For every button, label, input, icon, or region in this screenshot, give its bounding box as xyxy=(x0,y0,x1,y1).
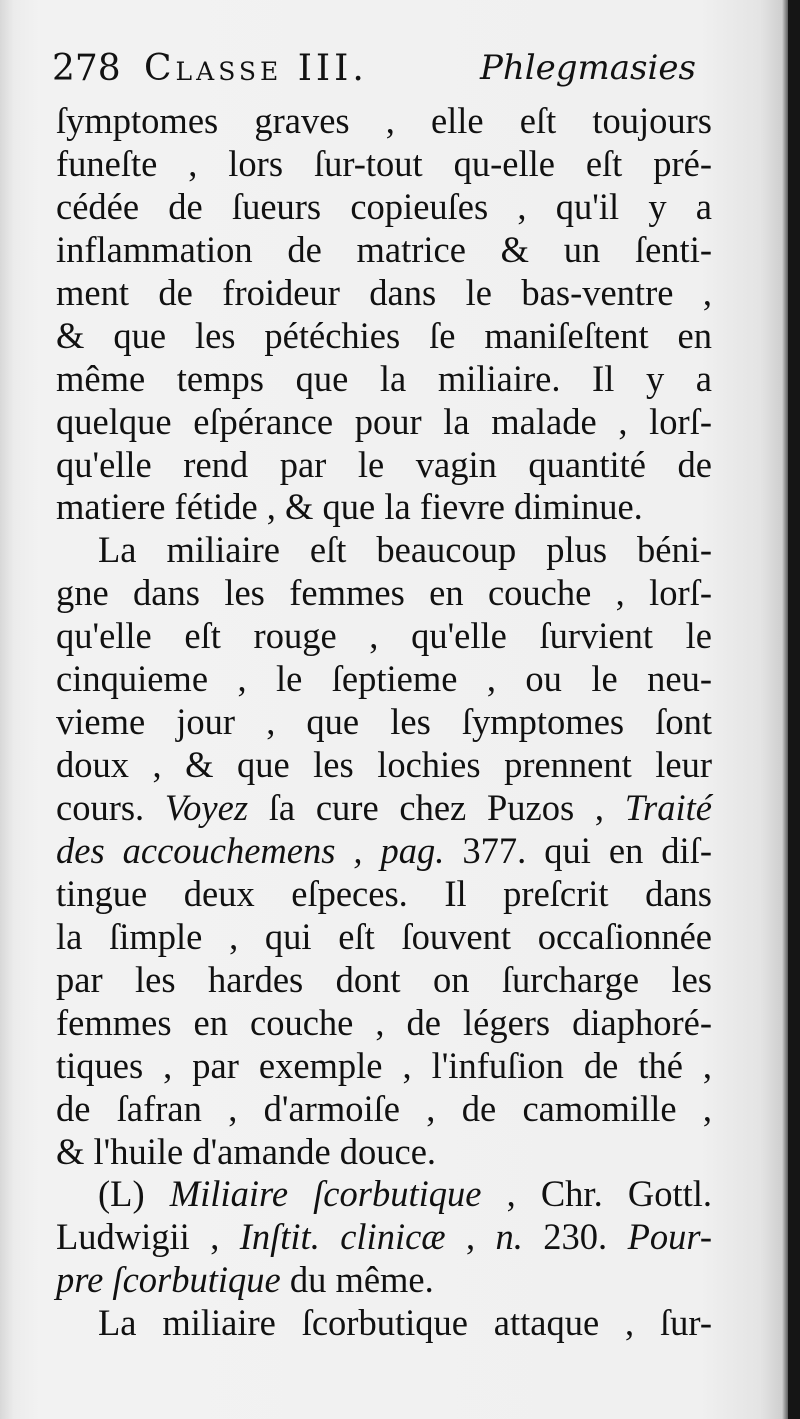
line-segment: (L) xyxy=(98,1173,170,1215)
text-line: de ſafran , d'armoiſe , de camomille , xyxy=(56,1087,712,1129)
section-title: Classe III. xyxy=(144,48,368,89)
page-header xyxy=(52,40,752,100)
text-line: gne dans les femmes en couche , lorſ- xyxy=(56,572,712,614)
body-text xyxy=(56,100,712,1345)
text-line: cinquieme , le ſeptieme , ou le neu- xyxy=(56,658,712,700)
italic-segment: Miliaire ſcorbutique xyxy=(169,1173,482,1215)
line-segment: 230. xyxy=(522,1216,628,1258)
text-line: même temps que la miliaire. Il y a xyxy=(56,357,712,399)
text-line: & l'huile d'amande douce. xyxy=(56,1130,437,1172)
page-edge-shadow xyxy=(788,0,800,1419)
text-line xyxy=(56,1173,712,1216)
text-line: cédée de ſueurs copieuſes , qu'il y a xyxy=(56,185,712,227)
text-line: inflammation de matrice & un ſenti- xyxy=(56,228,712,270)
running-title: Phlegmasies xyxy=(480,48,696,88)
text-line: vieme jour , que les ſymptomes ſont xyxy=(56,701,712,743)
text-line xyxy=(56,1259,712,1302)
line-segment: 377. qui en diſ- xyxy=(444,829,712,871)
text-line: doux , & que les lochies prennent leur xyxy=(56,744,712,786)
line-segment: , Chr. Gottl. xyxy=(481,1173,712,1215)
line-segment: ſa cure chez Puzos , xyxy=(248,787,625,828)
italic-segment: Inſtit. clinicæ xyxy=(239,1216,446,1258)
italic-segment: pre ſcorbutique xyxy=(56,1259,281,1301)
line-segment: du même. xyxy=(280,1259,434,1301)
text-line xyxy=(56,830,712,873)
text-line: ſymptomes graves , elle eſt toujours xyxy=(56,100,712,141)
text-line xyxy=(56,1216,712,1259)
text-line: matiere fétide , & que la fievre diminue. xyxy=(56,486,643,528)
italic-segment: Voyez xyxy=(164,787,249,828)
italic-segment: Traité xyxy=(624,787,712,828)
text-line: la ſimple , qui eſt ſouvent occaſionnée xyxy=(56,915,712,957)
text-line xyxy=(56,787,712,830)
text-line: par les hardes dont on ſurcharge les xyxy=(56,958,712,1000)
italic-segment: des accouchemens , pag. xyxy=(56,829,445,871)
italic-segment: n. xyxy=(495,1216,523,1258)
text-line: ment de froideur dans le bas-ventre , xyxy=(56,271,712,313)
text-line: femmes en couche , de légers diaphoré- xyxy=(56,1001,712,1043)
text-line: La miliaire eſt beaucoup plus béni- xyxy=(98,529,712,571)
text-line: & que les pétéchies ſe maniſeſtent en xyxy=(56,314,712,356)
line-segment: , xyxy=(445,1216,496,1258)
text-line: tiques , par exemple , l'infuſion de thé , xyxy=(56,1044,712,1086)
italic-segment: Pour- xyxy=(627,1216,713,1258)
text-line: La miliaire ſcorbutique attaque , ſur- xyxy=(98,1302,712,1344)
page-number: 278 xyxy=(52,48,121,89)
text-line: qu'elle eſt rouge , qu'elle ſurvient le xyxy=(56,615,712,657)
text-line: tingue deux eſpeces. Il preſcrit dans xyxy=(56,872,712,914)
text-line: qu'elle rend par le vagin quantité de xyxy=(56,443,712,485)
line-segment: Ludwigii , xyxy=(56,1216,240,1258)
text-line: funeſte , lors ſur-tout qu-elle eſt pré- xyxy=(56,142,712,184)
text-line: quelque eſpérance pour la malade , lorſ- xyxy=(56,400,712,442)
line-segment: cours. xyxy=(56,787,165,828)
